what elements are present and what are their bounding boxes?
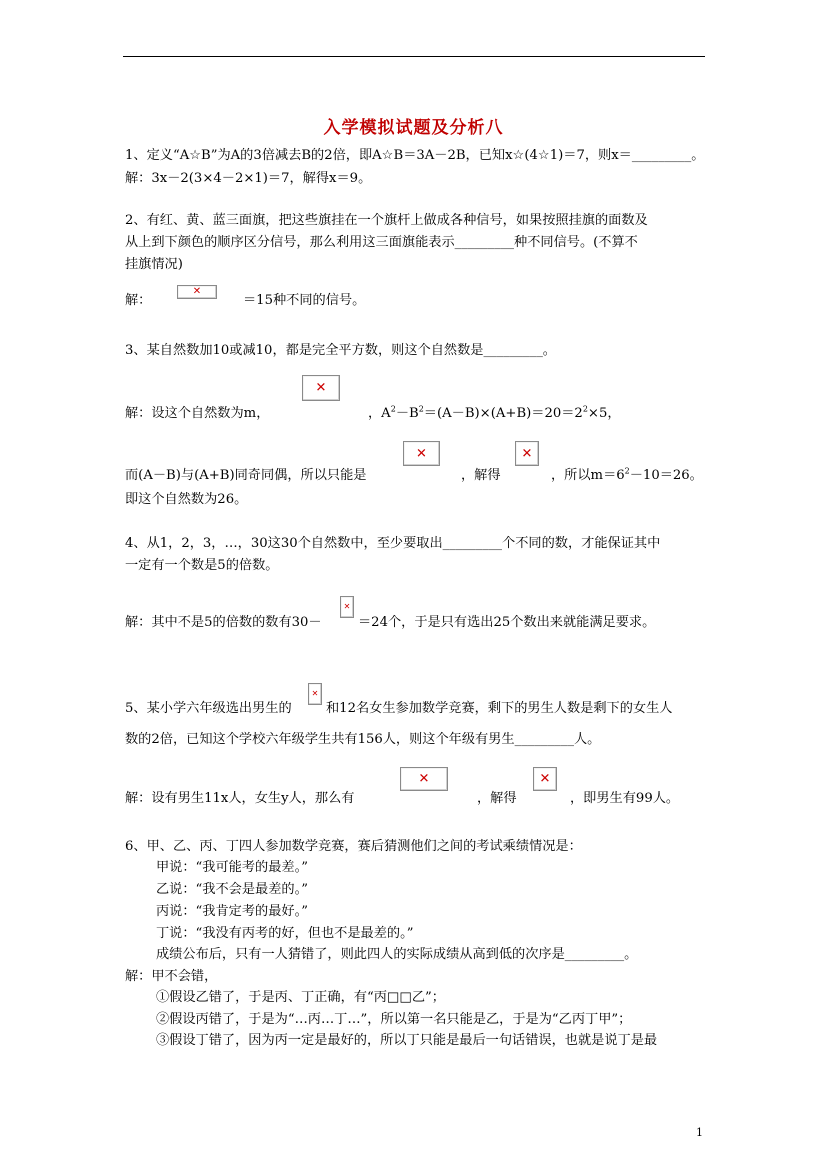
- q6-case-2: ②假设丙错了，于是为“…丙…丁…”，所以第一名只能是乙，于是为“乙丙丁甲”；: [156, 1012, 632, 1027]
- q5-text-1: 5、某小学六年级选出男生的: [125, 701, 292, 716]
- broken-image-icon: ✕: [533, 767, 557, 791]
- q5-solution-2: ，解得: [477, 791, 517, 806]
- q3-answer: 即这个自然数为26。: [125, 492, 248, 507]
- header-rule: [123, 56, 705, 57]
- q3-solution-1: 解：设这个自然数为m，: [125, 406, 270, 421]
- q2-text-3: 挂旗情况): [125, 257, 183, 272]
- q5-solution-1: 解：设有男生11x人，女生y人，那么有: [125, 791, 355, 806]
- broken-image-icon: ✕: [340, 596, 354, 618]
- q4-solution-2: ＝24个，于是只有选出25个数出来就能满足要求。: [358, 615, 656, 630]
- broken-image-icon: ✕: [515, 441, 539, 466]
- page-title: 入学模拟试题及分析八: [323, 118, 504, 138]
- q2-text-2: 从上到下颜色的顺序区分信号，那么利用这三面旗能表示_________种不同信号。(不算不: [125, 235, 638, 250]
- q6-statement-bing: 丙说：“我肯定考的最好。”: [156, 904, 308, 919]
- q2-text-1: 2、有红、黄、蓝三面旗，把这些旗挂在一个旗杆上做成各种信号，如果按照挂旗的面数及: [125, 213, 648, 228]
- q3-text: 3、某自然数加10或减10，都是完全平方数，则这个自然数是_________。: [125, 343, 556, 358]
- broken-image-icon: ✕: [400, 767, 448, 791]
- q4-text-2: 一定有一个数是5的倍数。: [125, 558, 279, 573]
- broken-image-icon: ✕: [403, 441, 440, 466]
- q4-text-1: 4、从1，2，3，…，30这30个自然数中，至少要取出_________个不同的数，才能保证其中: [125, 536, 661, 551]
- q6-solution-label: 解：甲不会错，: [125, 969, 218, 984]
- page-number: 1: [696, 1126, 703, 1139]
- q4-solution-1: 解：其中不是5的倍数的数有30－: [125, 615, 322, 630]
- q3-solution-5: ，所以$m=6^2-10=26$。: [551, 466, 703, 483]
- q1-solution: 解：3x－2(3×4－2×1)＝7，解得x＝9。: [125, 171, 372, 186]
- broken-image-icon: ✕: [177, 285, 217, 299]
- q3-solution-4: ，解得: [461, 468, 501, 483]
- q5-solution-3: ，即男生有99人。: [570, 791, 680, 806]
- q1-text: 1、定义“A☆B”为A的3倍减去B的2倍，即A☆B＝3A－2B，已知x☆(4☆1)＝7，则x＝_________。: [125, 148, 705, 163]
- broken-image-icon: ✕: [308, 683, 322, 705]
- q2-solution-label: 解：: [125, 293, 152, 308]
- broken-image-icon: ✕: [302, 375, 340, 401]
- q2-solution-text: ＝15种不同的信号。: [243, 293, 366, 308]
- q6-case-1: ①假设乙错了，于是丙、丁正确，有“丙□□乙”；: [156, 990, 445, 1005]
- q6-question: 成绩公布后，只有一人猜错了，则此四人的实际成绩从高到低的次序是_________。: [156, 947, 638, 962]
- q6-statement-ding: 丁说：“我没有丙考的好，但也不是最差的。”: [156, 926, 414, 941]
- q5-text-2: 和12名女生参加数学竞赛，剩下的男生人数是剩下的女生人: [326, 701, 673, 716]
- q6-case-3: ③假设丁错了，因为丙一定是最好的，所以丁只能是最后一句话错误，也就是说丁是最: [156, 1033, 658, 1048]
- q3-solution-2: ，$A^2-B^2=(A-B)\times(A+B)=20=2^2\times 5$，: [368, 404, 621, 421]
- q6-text: 6、甲、乙、丙、丁四人参加数学竞赛，赛后猜测他们之间的考试乘绩情况是：: [125, 839, 582, 854]
- q3-solution-3: 而(A－B)与(A+B)同奇同偶，所以只能是: [125, 468, 367, 483]
- q6-statement-yi: 乙说：“我不会是最差的。”: [156, 882, 308, 897]
- q5-text-3: 数的2倍，已知这个学校六年级学生共有156人，则这个年级有男生_________人。: [125, 732, 601, 747]
- q6-statement-jia: 甲说：“我可能考的最差。”: [156, 860, 308, 875]
